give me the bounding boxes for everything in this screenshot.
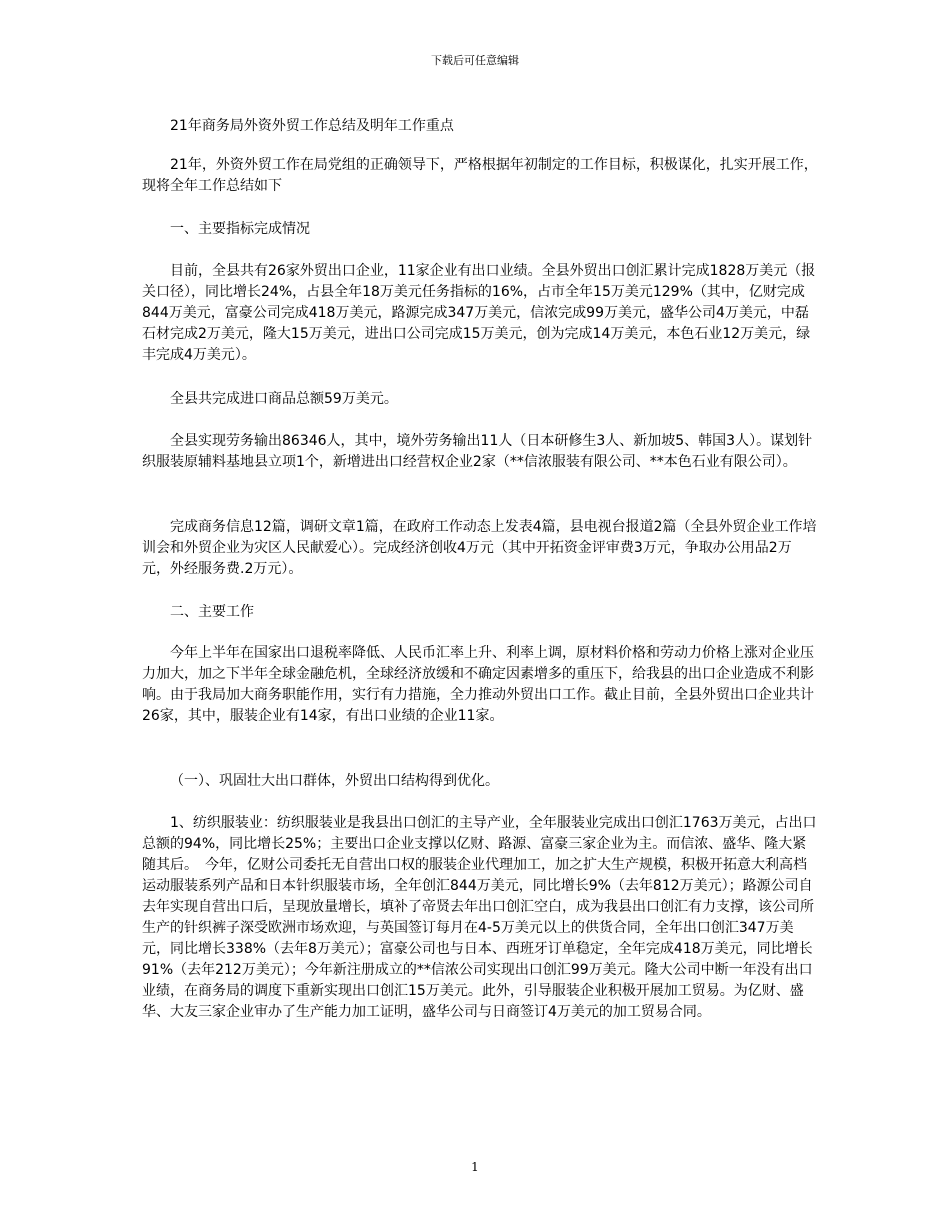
paragraph-main-work xyxy=(142,643,818,727)
title-text: 21年商务局外资外贸工作总结及明年工作重点 xyxy=(170,118,454,134)
heading-text: 二、主要工作 xyxy=(170,604,254,620)
paragraph-info xyxy=(142,517,818,580)
paragraph-text: 完成商务信息12篇，调研文章1篇，在政府工作动态上发表4篇，县电视台报道2篇（全县外贸企业工作培训会和外贸企业为灾区人民献爱心）。完成经济创收4万元（其中开拓资金评审费3万元，争取办公用品2万元，外经服务费.2万元）。 xyxy=(142,519,817,577)
paragraph-text: 21年，外资外贸工作在局党组的正确领导下，严格根据年初制定的工作目标，积极谋化，扎实开展工作，现将全年工作总结如下 xyxy=(142,157,818,194)
paragraph-labor xyxy=(142,431,818,473)
paragraph-text: 1、纺织服装业：纺织服装业是我县出口创汇的主导产业，全年服装业完成出口创汇1763万美元，占出口总额的94%，同比增长25%；主要出口企业支撑以亿财、路源、富豪三家企业为主。而信浓、盛华、隆大紧随其后。 今年，亿财公司委托无自营出口权的服装企业代理加工，加之扩大生产规模，积极开拓意大利高档运动服装系列产品和日本针织服装市场，全年创汇844万美元，同比增长9%（去年812万美元）；路源公司自去年实现自营出口后，呈现放量增长，填补了帝贤去年出口创汇空白，成为我县出口创汇有力支撑，该公司所生产的针织裤子深受欧洲市场欢迎，与英国签订每月在4-5万美元以上的供货合同，全年出口创汇347万美元，同比增长338%（去年8万美元）；富豪公司也与日本、西班牙订单稳定，全年完成418万美元，同比增长91%（去年212万美元）；今年新注册成立的**信浓公司实现出口创汇99万美元。隆大公司中断一年没有出口业绩，在商务局的调度下重新实现出口创汇15万美元。此外，引导服装企业积极开展加工贸易。为亿财、盛华、大友三家企业审办了生产能力加工证明，盛华公司与日商签订4万美元的加工贸易合同。 xyxy=(142,815,817,1020)
section-heading-1 xyxy=(142,219,818,240)
page-header: 下载后可任意编辑 xyxy=(431,54,519,67)
paragraph-text: 全县共完成进口商品总额59万美元。 xyxy=(170,391,398,407)
heading-text: （一）、巩固壮大出口群体，外贸出口结构得到优化。 xyxy=(170,773,499,789)
paragraph-export-stats xyxy=(142,261,818,366)
page-number: 1 xyxy=(471,1160,479,1174)
paragraph-text: 全县实现劳务输出86346人，其中，境外劳务输出11人（日本研修生3人、新加坡5、韩国3人）。谋划针织服装原辅料基地县立项1个，新增进出口经营权企业2家（**信浓服装有限公司、**本色石业有限公司）。 xyxy=(142,433,813,470)
heading-text: 一、主要指标完成情况 xyxy=(170,221,310,237)
section-heading-2 xyxy=(142,602,818,623)
paragraph-text: 目前，全县共有26家外贸出口企业，11家企业有出口业绩。全县外贸出口创汇累计完成1828万美元（报关口径），同比增长24%，占县全年18万美元任务指标的16%，占市全年15万美元129%（其中，亿财完成844万美元，富豪公司完成418万美元，路源完成347万美元，信浓完成99万美元，盛华公司4万美元，中磊石材完成2万美元，隆大15万美元，进出口公司完成15万美元，创为完成14万美元，本色石业12万美元，绿丰完成4万美元）。 xyxy=(142,263,816,363)
paragraph-import xyxy=(142,389,818,410)
paragraph-textile xyxy=(142,813,818,1023)
document-title xyxy=(142,116,818,137)
subsection-heading-1 xyxy=(142,771,818,792)
paragraph-text: 今年上半年在国家出口退税率降低、人民币汇率上升、利率上调，原材料价格和劳动力价格上涨对企业压力加大，加之下半年全球金融危机，全球经济放缓和不确定因素增多的重压下，给我县的出口企业造成不利影响。由于我局加大商务职能作用，实行有力措施，全力推动外贸出口工作。截止目前，全县外贸出口企业共计26家，其中，服装企业有14家，有出口业绩的企业11家。 xyxy=(142,645,814,724)
paragraph-intro xyxy=(142,155,818,197)
